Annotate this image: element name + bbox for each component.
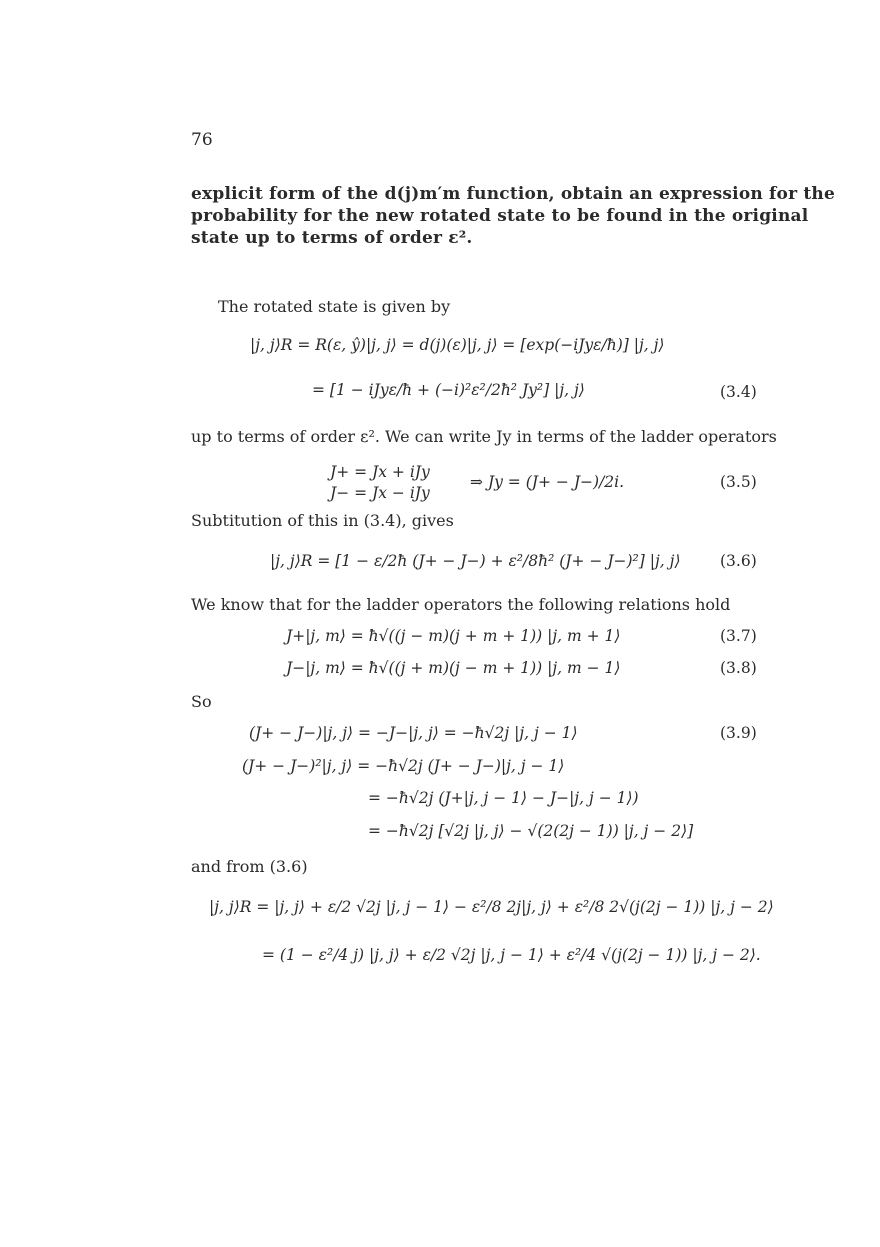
equation-3-7: J+|j, m⟩ = ħ√((j − m)(j + m + 1)) |j, m + 1⟩ bbox=[286, 627, 621, 645]
substitution-text: Subtitution of this in (3.4), gives bbox=[191, 511, 454, 530]
so-text: So bbox=[191, 692, 212, 711]
question-line-1: explicit form of the d(j)m′m function, obtain an expression for the bbox=[191, 184, 836, 204]
equation-3-4-line-2: = [1 − iJyε/ħ + (−i)²ε²/2ħ² Jy²] |j, j⟩ bbox=[312, 381, 585, 399]
equation-3-5-jminus: J− = Jx − iJy bbox=[330, 484, 430, 502]
equation-3-5-jplus: J+ = Jx + iJy bbox=[330, 463, 430, 481]
ladder-text: up to terms of order ε². We can write Jy in terms of the ladder operators bbox=[191, 427, 777, 446]
equation-3-9-line-4: = −ħ√2j [√2j |j, j⟩ − √(2(2j − 1)) |j, j − 2⟩] bbox=[368, 822, 694, 840]
page-number: 76 bbox=[191, 130, 213, 150]
question-text bbox=[191, 183, 836, 249]
equation-3-6: |j, j⟩R = [1 − ε/2ħ (J+ − J−) + ε²/8ħ² (J+ − J−)²] |j, j⟩ bbox=[270, 552, 681, 570]
equation-3-9-line-1: (J+ − J−)|j, j⟩ = −J−|j, j⟩ = −ħ√2j |j, j − 1⟩ bbox=[249, 724, 578, 742]
equation-number-3-6: (3.6) bbox=[720, 552, 757, 570]
ladder-relations-text: We know that for the ladder operators the following relations hold bbox=[191, 595, 731, 614]
equation-number-3-8: (3.8) bbox=[720, 659, 757, 677]
equation-3-4-line-1: |j, j⟩R = R(ε, ŷ)|j, j⟩ = d(j)(ε)|j, j⟩ = [exp(−iJyε/ħ)] |j, j⟩ bbox=[250, 336, 665, 354]
question-line-3: state up to terms of order ε². bbox=[191, 228, 473, 248]
equation-number-3-9: (3.9) bbox=[720, 724, 757, 742]
final-equation-line-2: = (1 − ε²/4 j) |j, j⟩ + ε/2 √2j |j, j − 1⟩ + ε²/4 √(j(2j − 1)) |j, j − 2⟩. bbox=[262, 946, 761, 964]
equation-3-5-jy: ⇒ Jy = (J+ − J−)/2i. bbox=[470, 473, 625, 491]
equation-number-3-5: (3.5) bbox=[720, 473, 757, 491]
intro-text: The rotated state is given by bbox=[218, 297, 451, 316]
equation-3-9-line-2: (J+ − J−)²|j, j⟩ = −ħ√2j (J+ − J−)|j, j − 1⟩ bbox=[242, 757, 565, 775]
final-equation-line-1: |j, j⟩R = |j, j⟩ + ε/2 √2j |j, j − 1⟩ − ε²/8 2j|j, j⟩ + ε²/8 2√(j(2j − 1)) |j, j − 2⟩ bbox=[209, 898, 774, 916]
equation-number-3-4: (3.4) bbox=[720, 383, 757, 401]
equation-number-3-7: (3.7) bbox=[720, 627, 757, 645]
equation-3-9-line-3: = −ħ√2j (J+|j, j − 1⟩ − J−|j, j − 1⟩) bbox=[368, 789, 639, 807]
from-text: and from (3.6) bbox=[191, 857, 308, 876]
question-line-2: probability for the new rotated state to be found in the original bbox=[191, 206, 809, 226]
equation-3-8: J−|j, m⟩ = ħ√((j + m)(j − m + 1)) |j, m − 1⟩ bbox=[286, 659, 621, 677]
